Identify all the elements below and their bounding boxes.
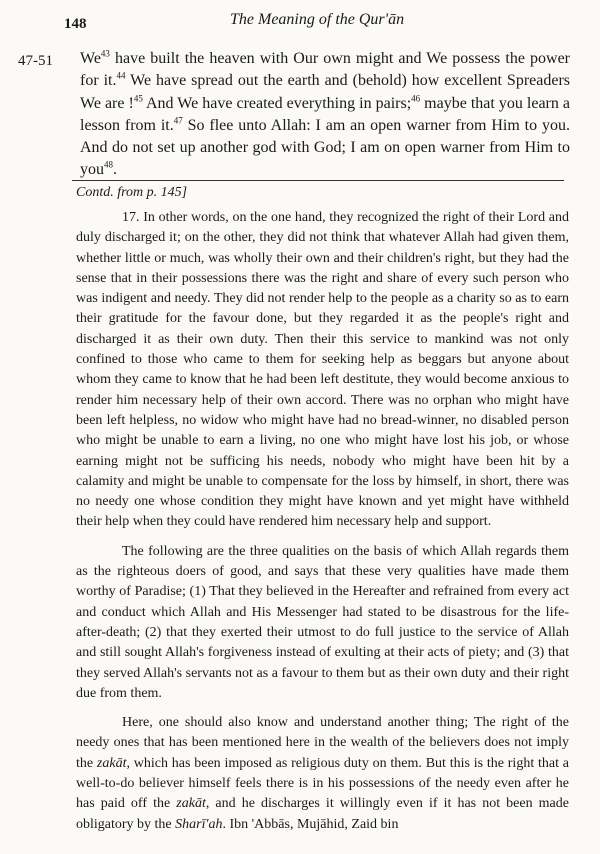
footnote-marker: 47 (173, 115, 183, 126)
commentary-text: . Ibn 'Abbās, Mujāhid, Zaid bin (222, 816, 399, 832)
commentary-paragraph-3 (76, 713, 569, 835)
footnote-marker: 46 (411, 93, 421, 104)
running-head: The Meaning of the Qur'ān (230, 11, 405, 28)
verse-text: So flee unto Allah: I am an open warner from Him to you. And do not set up another god with God; I am on open warner from Him to you (80, 116, 570, 179)
commentary-paragraph-2: The following are the three qualities on the basis of which Allah regards them as the righteous doers of good, and says that these very qualities have made them worthy of Paradise; (1) That they believed in the Hereafter and refrained from every act and conduct which Allah and His Messenger had stated to be disastrous for the life-after-death; (2) that they exerted their utmost to do full justice to the service of Allah and still sought Allah's forgiveness instead of exulting at their acts of piety; and (3) that they served Allah's servants not as a favour to them but as their own duty and their right due from them. (76, 543, 569, 701)
continuation-note: Contd. from p. 145] (76, 185, 188, 200)
verse-text: And We have created everything in pairs; (142, 94, 412, 112)
commentary-text: , which has been imposed as religious duty on them. But this is the right that a well-to-do believer himself feels there is in his possessions of the needy even after he has paid off the (76, 755, 570, 812)
verse-text: maybe that you learn a lesson from it. (80, 94, 570, 134)
footnote-marker: 48 (104, 160, 113, 171)
footnote-marker: 45 (133, 93, 143, 104)
verse-text: We have spread out the earth and (behold) how excellent Spreaders We are ! (80, 72, 571, 112)
italic-term: zakāt (176, 796, 206, 812)
italic-term: Sharī'ah (175, 816, 223, 832)
commentary-text: Here, one should also know and understand another thing; The right of the needy ones that has been mentioned here in the wealth of the believers does not imply the (76, 715, 569, 771)
commentary-text: , and he discharges it willingly even if it has not been made obligatory by the (76, 796, 569, 832)
verse-text: We (80, 50, 101, 67)
italic-term: zakāt (96, 755, 127, 771)
verse-text: . (113, 161, 117, 179)
footnote-marker: 43 (100, 48, 110, 59)
section-divider (72, 180, 564, 181)
page-number: 148 (64, 16, 87, 32)
commentary-paragraph-1: 17. In other words, on the one hand, they recognized the right of their Lord and duly discharged it; on the other, they did not think that whatever Allah had given them, whether little or much, was wholly their own and their children's right, but they had the sense that in their possessions there was the right and share of every such person who was indigent and needy. They did not render help to the people as a charity so as to earn their gratitude for the favour done, but they regarded it as the people's right and discharged it as their own duty. Then their this service to mankind was not only confined to those who came to them for seeking help as beggars but anyone about whom they came to know that he had been left destitute, they would become anxious to render him necessary help of their own accord. There was no orphan who might have been left helpless, no widow who might have had no bread-winner, no disabled person who might be unable to earn a living, no one who might have lost his job, or whose earning might not be sufficing his needs, nobody who might have been hit by a calamity and might be unable to compensate for the loss by himself, in short, there was no needy one whose condition they might have known and yet might have withheld their help when they could have rendered him necessary help and support. (76, 210, 569, 530)
verse-translation (80, 48, 570, 182)
verse-text: have built the heaven with Our own might and We possess the power for it. (80, 50, 570, 90)
commentary (76, 208, 569, 835)
footnote-marker: 44 (116, 70, 126, 81)
verse-reference: 47-51 (18, 53, 53, 69)
